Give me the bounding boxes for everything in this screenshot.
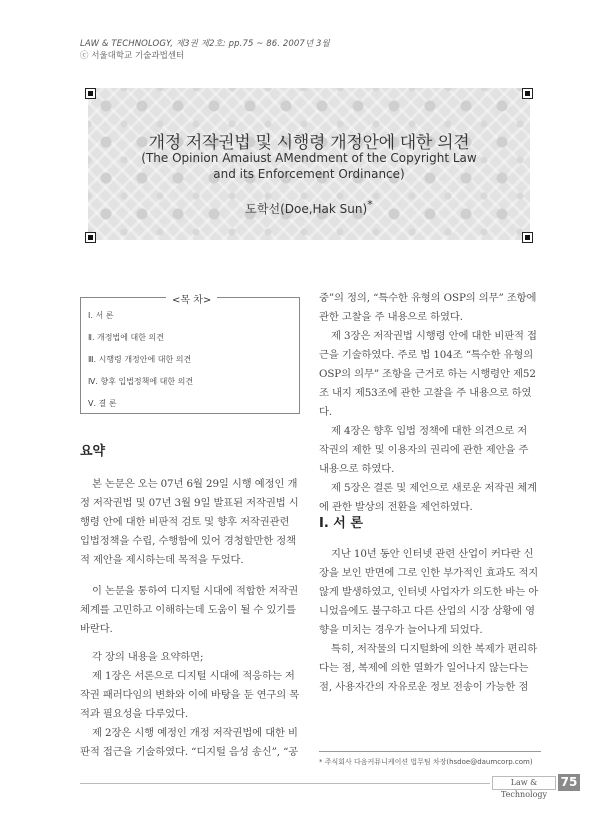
text-line: 지난 10년 동안 인터넷 관련 산업이 커다란 신	[331, 548, 534, 560]
english-title-line: and its Enforcement Ordinance)	[213, 167, 405, 181]
author-footnote-mark: *	[367, 198, 373, 211]
text-line: 향을 미치는 경우가 늘어나게 되었다.	[319, 624, 483, 636]
author	[88, 198, 530, 217]
corner-mark-icon	[85, 232, 96, 243]
text-line: 제 5장은 결론 및 제언으로 새로운 저작권 체계	[331, 482, 537, 494]
text-line: 다는 점, 복제에 의한 열화가 일어나지 않는다는	[319, 662, 529, 674]
corner-mark-icon	[522, 88, 533, 99]
intro-paragraph	[319, 545, 541, 697]
text-line: 특히, 저작물의 디지털화에 의한 복제가 편리하	[331, 643, 538, 655]
text-line: 내용으로 하였다.	[319, 463, 395, 475]
text-line: 적 제안을 제시하는데 목적을 두었다.	[80, 554, 244, 566]
toc-item: Ⅲ. 시행령 개정안에 대한 의견	[88, 355, 192, 364]
abstract-paragraph	[80, 475, 302, 570]
text-line: 제 3장은 저작권법 시행령 안에 대한 비판적 접	[331, 330, 537, 342]
toc-item: Ⅱ. 개정법에 대한 의견	[88, 333, 164, 342]
footer-divider	[80, 783, 490, 784]
page-number: 75	[558, 774, 580, 791]
text-line: OSP의 의무” 조항을 근거로 하는 시행령안 제52	[319, 368, 536, 380]
toc-title: <목 차>	[166, 291, 217, 306]
text-line: 체계를 고민하고 이해하는데 도움이 될 수 있기를	[80, 604, 296, 616]
text-line: 점, 사용자간의 자유로운 정보 전송이 가능한 점	[319, 681, 529, 693]
intro-heading: Ⅰ. 서 론	[319, 516, 363, 531]
text-line: 않게 발생하였고, 인터넷 사업자가 의도한 바는 아	[319, 586, 539, 598]
text-line: 중”의 정의, “특수한 유형의 OSP의 의무” 조항에	[319, 292, 537, 304]
text-line: 근을 기술하였다. 주로 법 104조 “특수한 유형의	[319, 349, 534, 361]
text-line: 행령 안에 대한 비판적 검토 및 향후 저작권관련	[80, 516, 290, 528]
author-name: 도학선(Doe,Hak Sun)	[245, 202, 368, 216]
abstract-heading: 요약	[80, 444, 106, 459]
english-title	[88, 150, 530, 182]
text-line: 바란다.	[80, 623, 113, 635]
text-line: 정 저작권법 및 07년 3월 9일 발표된 저작권법 시	[80, 497, 299, 509]
text-line: 관한 고찰을 주 내용으로 하였다.	[319, 311, 463, 323]
abstract-paragraph	[80, 582, 302, 639]
footer-journal-label: Law & Technology	[492, 776, 556, 790]
text-line: 니었음에도 불구하고 다른 산업의 시장 상황에 영	[319, 605, 535, 617]
abstract-paragraph	[80, 648, 302, 762]
text-line: 다.	[319, 406, 333, 418]
abstract-continuation	[319, 289, 541, 517]
english-title-line: (The Opinion Amaiust AMendment of the Copyright Law	[141, 151, 477, 165]
journal-copyright: ⓒ 서울대학교 기술과법센터	[80, 51, 185, 61]
toc-item: Ⅴ. 결 론	[88, 399, 117, 408]
text-line: 작권 패러다임의 변화와 이에 바탕을 둔 연구의 목	[80, 689, 300, 701]
text-line: 제 4장은 향후 입법 정책에 대한 의견으로 저	[331, 425, 528, 437]
toc-list	[88, 309, 193, 419]
text-line: 장을 보인 반면에 그로 인한 부가적인 효과도 적지	[319, 567, 539, 579]
text-line: 본 논문은 오는 07년 6월 29일 시행 예정인 개	[92, 478, 298, 490]
toc-item: Ⅳ. 향후 입법정책에 대한 의견	[88, 377, 194, 386]
corner-mark-icon	[522, 232, 533, 243]
author-footnote: * 주식회사 다음커뮤니케이션 법무팀 차장(hsdoe@daumcorp.com)	[319, 758, 533, 766]
toc-item: Ⅰ. 서 론	[88, 311, 114, 320]
text-line: 판적 접근을 기술하였다. “디지털 음성 송신”, “공	[80, 746, 299, 758]
text-line: 입법정책을 수립, 수행함에 있어 경청할만한 정책	[80, 535, 296, 547]
journal-citation: LAW & TECHNOLOGY, 제3권 제2호: pp.75 ~ 86. 2007년 3월	[80, 39, 330, 49]
text-line: 조 내지 제53조에 관한 고찰을 주 내용으로 하였	[319, 387, 532, 399]
journal-header	[80, 38, 330, 62]
paper-title: 개정 저작권법 및 시행령 개정안에 대한 의견	[148, 133, 470, 153]
text-line: 제 2장은 시행 예정인 개정 저작권법에 대한 비	[92, 727, 298, 739]
text-line: 작권의 제한 및 이용자의 권리에 관한 제안을 주	[319, 444, 529, 456]
text-line: 에 관한 발상의 전환을 제언하였다.	[319, 501, 473, 513]
text-line: 각 장의 내용을 요약하면;	[92, 651, 204, 663]
text-line: 이 논문을 통하여 디지털 시대에 적합한 저작권	[92, 585, 299, 597]
text-line: 적과 필요성을 다루었다.	[80, 708, 188, 720]
corner-mark-icon	[85, 88, 96, 99]
footnote-divider	[319, 751, 541, 752]
text-line: 제 1장은 서론으로 디지털 시대에 적응하는 저	[92, 670, 295, 682]
